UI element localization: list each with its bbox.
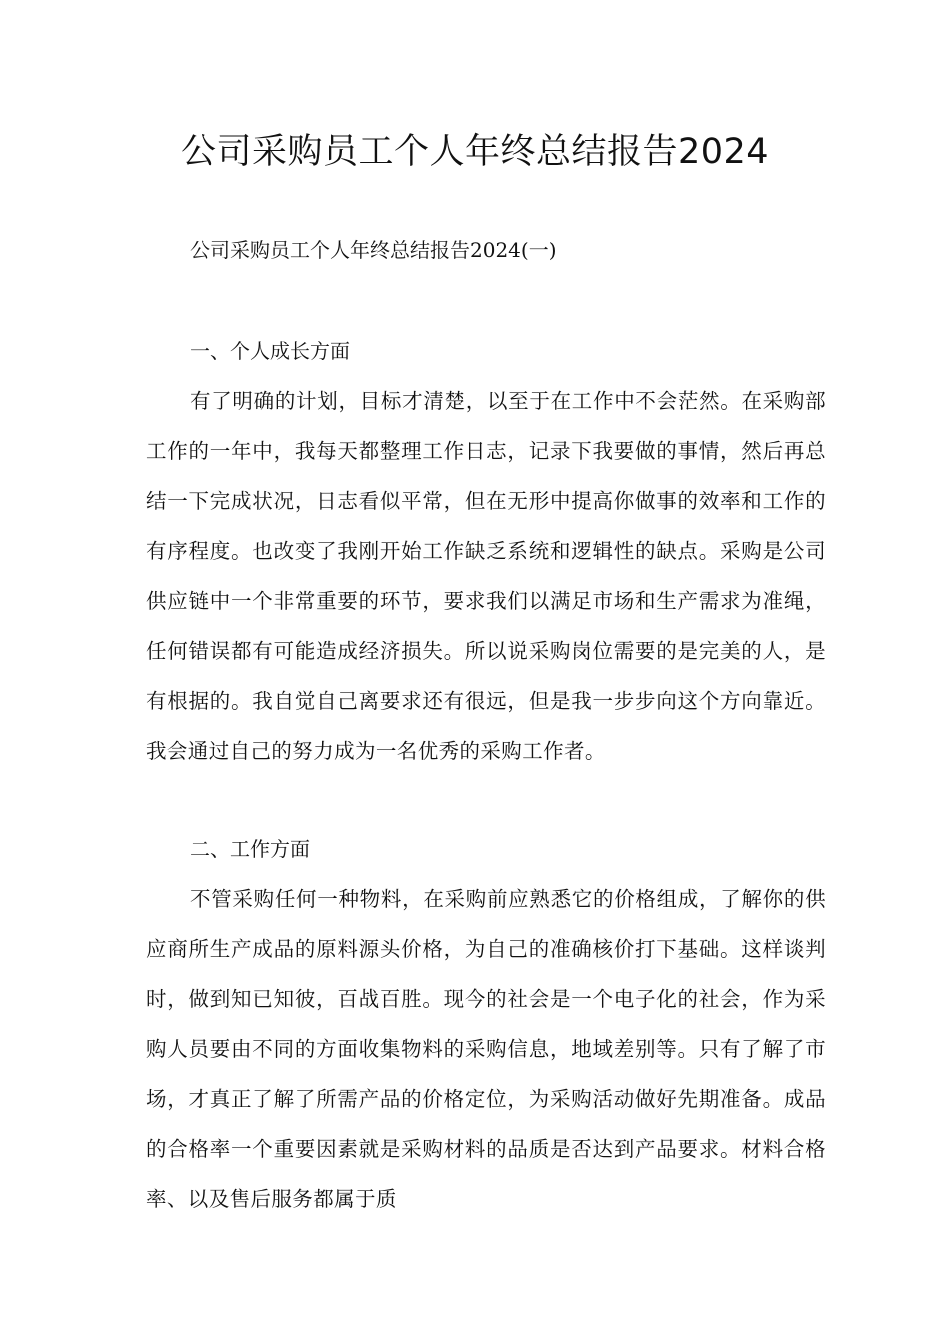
section-heading-personal-growth: 一、个人成长方面 [190, 339, 350, 363]
document-title: 公司采购员工个人年终总结报告2024 [180, 132, 770, 172]
section-paragraph-personal-growth: 有了明确的计划，目标才清楚，以至于在工作中不会茫然。在采购部工作的一年中，我每天都整理工作日志，记录下我要做的事情，然后再总结一下完成状况，日志看似平常，但在无形中提高你做事的效率和工作的有序程度。也改变了我刚开始工作缺乏系统和逻辑性的缺点。采购是公司供应链中一个非常重要的环节，要求我们以满足市场和生产需求为准绳，任何错误都有可能造成经济损失。所以说采购岗位需要的是完美的人，是有根据的。我自觉自己离要求还有很远，但是我一步步向这个方向靠近。我会通过自己的努力成为一名优秀的采购工作者。 [146, 389, 826, 763]
section-paragraph-work: 不管采购任何一种物料，在采购前应熟悉它的价格组成，了解你的供应商所生产成品的原料源头价格，为自己的准确核价打下基础。这样谈判时，做到知已知彼，百战百胜。现今的社会是一个电子化的社会，作为采购人员要由不同的方面收集物料的采购信息，地域差别等。只有了解了市场，才真正了解了所需产品的价格定位，为采购活动做好先期准备。成品的合格率一个重要因素就是采购材料的品质是否达到产品要求。材料合格率、以及售后服务都属于质 [146, 887, 826, 1211]
section-heading-work: 二、工作方面 [190, 837, 310, 861]
document-subtitle: 公司采购员工个人年终总结报告2024(一) [190, 238, 557, 262]
